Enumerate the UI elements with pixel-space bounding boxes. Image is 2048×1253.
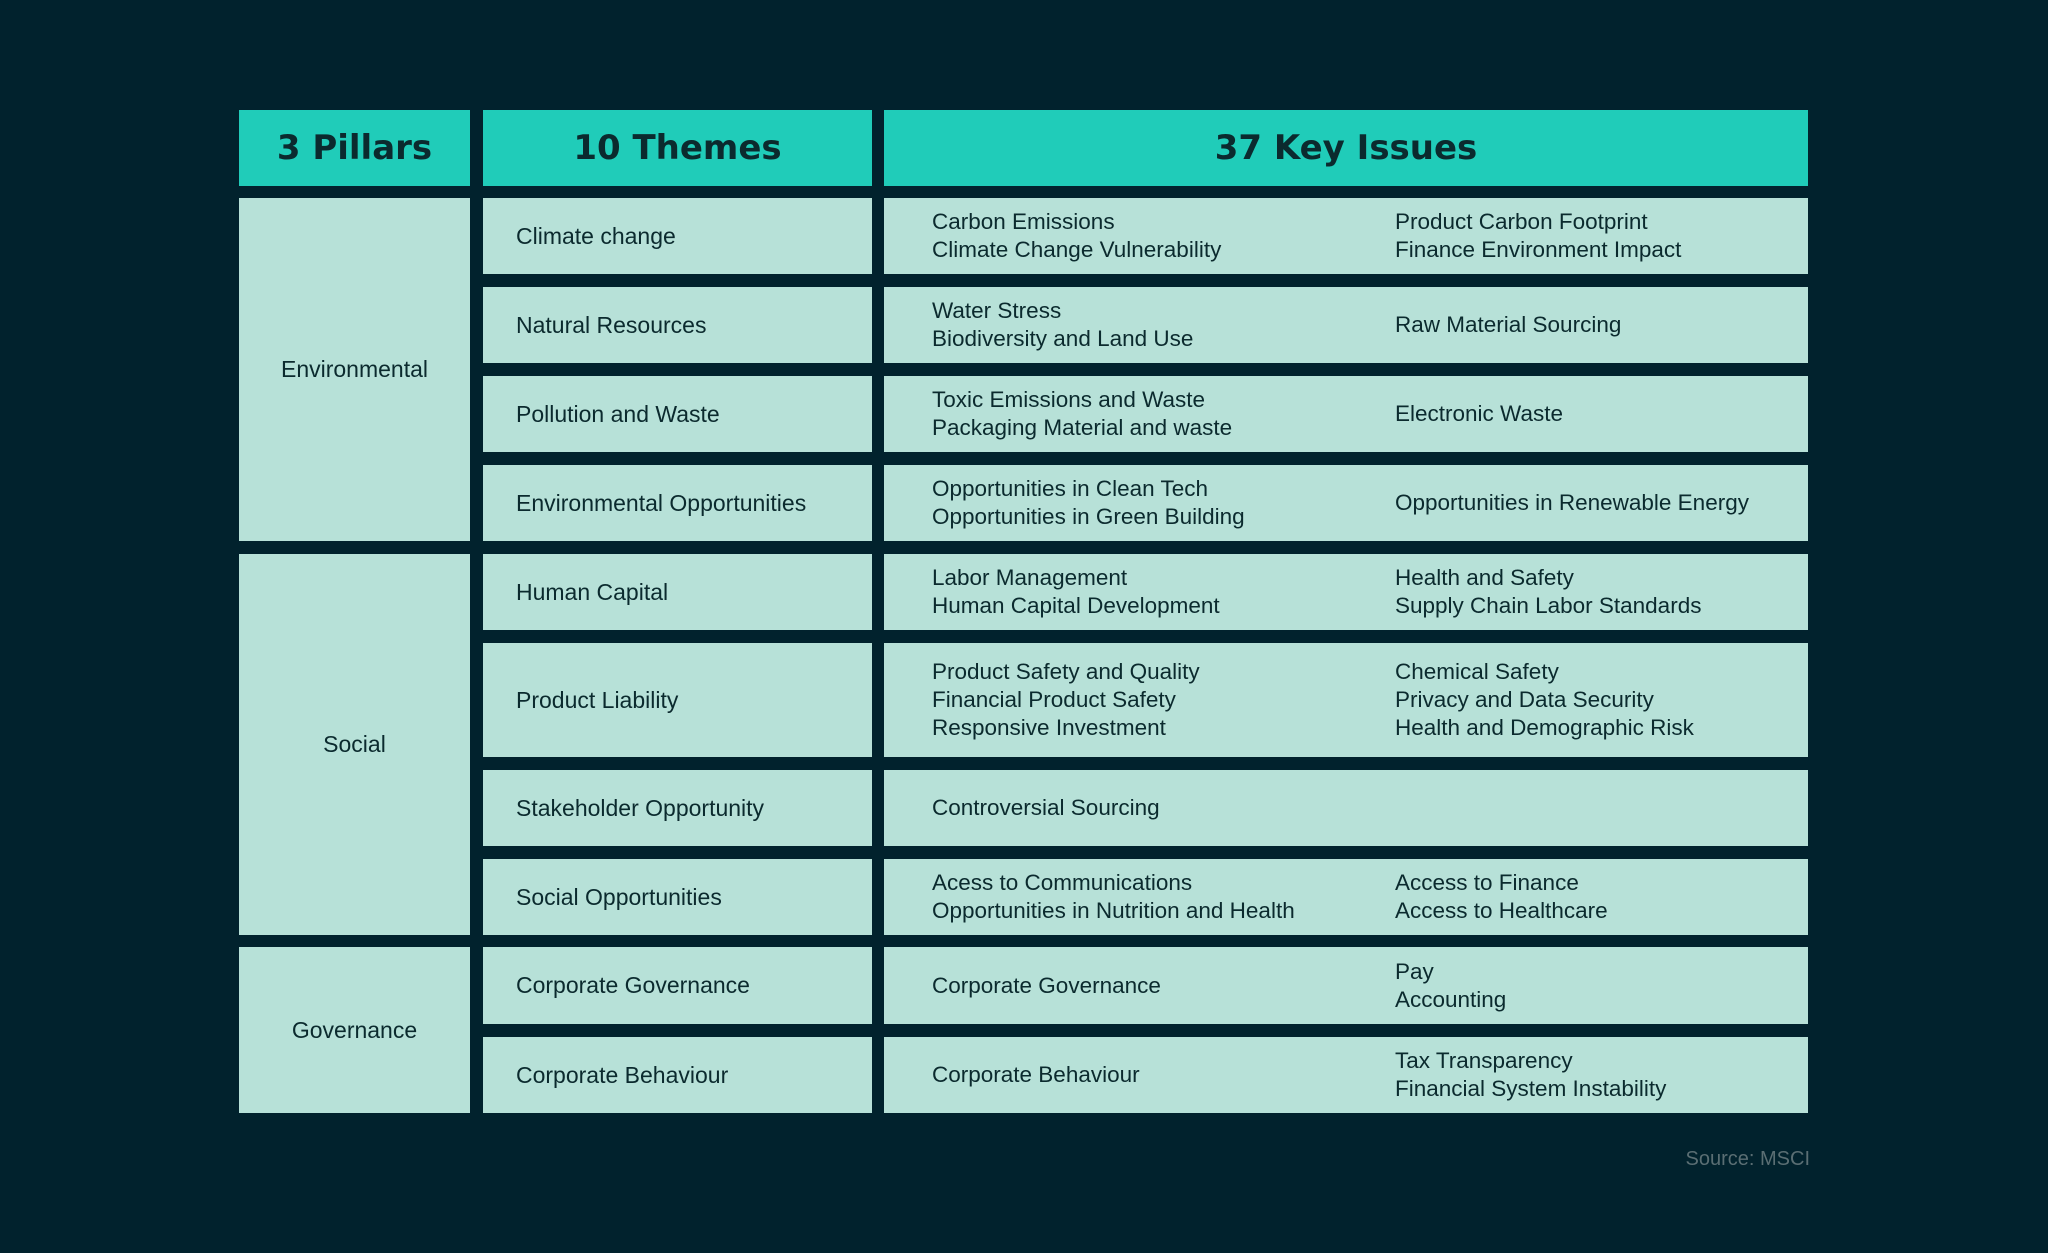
- issues-column-right: [1395, 198, 1681, 274]
- theme-cell: Corporate Behaviour: [483, 1037, 872, 1113]
- issues-column-left: [932, 376, 1232, 452]
- issues-cell: [884, 947, 1808, 1024]
- issues-column-left: [932, 859, 1295, 935]
- issues-column-left: [932, 554, 1220, 630]
- issues-column-right: [1395, 465, 1749, 541]
- key-issue: Corporate Behaviour: [932, 1062, 1140, 1087]
- source-note: Source: MSCI: [1685, 1148, 1810, 1170]
- key-issue: Responsive Investment: [932, 715, 1166, 740]
- issues-column-right: [1395, 1037, 1666, 1113]
- header-issues: 37 Key Issues: [884, 110, 1808, 186]
- key-issue: Health and Demographic Risk: [1395, 715, 1694, 740]
- key-issue: Access to Finance: [1395, 870, 1579, 895]
- key-issue: Privacy and Data Security: [1395, 687, 1654, 712]
- issues-column-left: [932, 465, 1245, 541]
- issues-column-right: [1395, 287, 1621, 363]
- theme-cell: Social Opportunities: [483, 859, 872, 935]
- key-issue: Health and Safety: [1395, 565, 1574, 590]
- key-issue: Tax Transparency: [1395, 1048, 1573, 1073]
- key-issue: Acess to Communications: [932, 870, 1193, 895]
- key-issue: Opportunities in Renewable Energy: [1395, 490, 1749, 515]
- issues-column-left: [932, 770, 1160, 846]
- key-issue: Supply Chain Labor Standards: [1395, 593, 1702, 618]
- key-issue: Access to Healthcare: [1395, 898, 1608, 923]
- issues-column-left: [932, 198, 1221, 274]
- issues-cell: [884, 554, 1808, 630]
- key-issue: Carbon Emissions: [932, 209, 1115, 234]
- key-issue: Biodiversity and Land Use: [932, 326, 1194, 351]
- key-issue: Raw Material Sourcing: [1395, 312, 1622, 337]
- issues-column-right: [1395, 643, 1694, 757]
- theme-cell: Stakeholder Opportunity: [483, 770, 872, 846]
- pillar-governance: Governance: [239, 947, 470, 1113]
- key-issue: Financial System Instability: [1395, 1076, 1667, 1101]
- key-issue: Packaging Material and waste: [932, 415, 1233, 440]
- theme-cell: Natural Resources: [483, 287, 872, 363]
- key-issue: Controversial Sourcing: [932, 795, 1160, 820]
- issues-cell: [884, 287, 1808, 363]
- key-issue: Pay: [1395, 958, 1434, 984]
- key-issue: Product Safety and Quality: [932, 659, 1200, 684]
- issues-column-left: [932, 947, 1161, 1024]
- issues-column-left: [932, 287, 1193, 363]
- issues-column-left: [932, 643, 1200, 757]
- issues-column-right: [1395, 859, 1608, 935]
- theme-cell: Corporate Governance: [483, 947, 872, 1024]
- key-issue: Toxic Emissions and Waste: [932, 387, 1206, 412]
- key-issue: Opportunities in Green Building: [932, 504, 1245, 529]
- key-issue: Corporate Governance: [932, 972, 1161, 998]
- pillar-social: Social: [239, 554, 470, 935]
- key-issue: Opportunities in Nutrition and Health: [932, 898, 1295, 923]
- theme-cell: Environmental Opportunities: [483, 465, 872, 541]
- key-issue: Financial Product Safety: [932, 687, 1176, 712]
- header-pillars: 3 Pillars: [239, 110, 470, 186]
- issues-cell: [884, 859, 1808, 935]
- key-issue: Labor Management: [932, 565, 1128, 590]
- issues-cell: [884, 465, 1808, 541]
- key-issue: Water Stress: [932, 298, 1062, 323]
- key-issue: Product Carbon Footprint: [1395, 209, 1648, 234]
- key-issue: Opportunities in Clean Tech: [932, 476, 1208, 501]
- key-issue: Chemical Safety: [1395, 659, 1559, 684]
- key-issue: Accounting: [1395, 986, 1507, 1012]
- issues-cell: [884, 643, 1808, 757]
- key-issue: Finance Environment Impact: [1395, 237, 1682, 262]
- theme-cell: Human Capital: [483, 554, 872, 630]
- issues-column-right: [1395, 554, 1701, 630]
- theme-cell: Pollution and Waste: [483, 376, 872, 452]
- key-issue: Climate Change Vulnerability: [932, 237, 1222, 262]
- issues-cell: [884, 770, 1808, 846]
- issues-column-right: [1395, 947, 1506, 1024]
- header-themes: 10 Themes: [483, 110, 872, 186]
- pillar-environmental: Environmental: [239, 198, 470, 541]
- issues-cell: [884, 198, 1808, 274]
- theme-cell: Product Liability: [483, 643, 872, 757]
- issues-column-left: [932, 1037, 1140, 1113]
- issues-column-right: [1395, 376, 1563, 452]
- issues-cell: [884, 1037, 1808, 1113]
- key-issue: Electronic Waste: [1395, 401, 1563, 426]
- theme-cell: Climate change: [483, 198, 872, 274]
- issues-cell: [884, 376, 1808, 452]
- key-issue: Human Capital Development: [932, 593, 1220, 618]
